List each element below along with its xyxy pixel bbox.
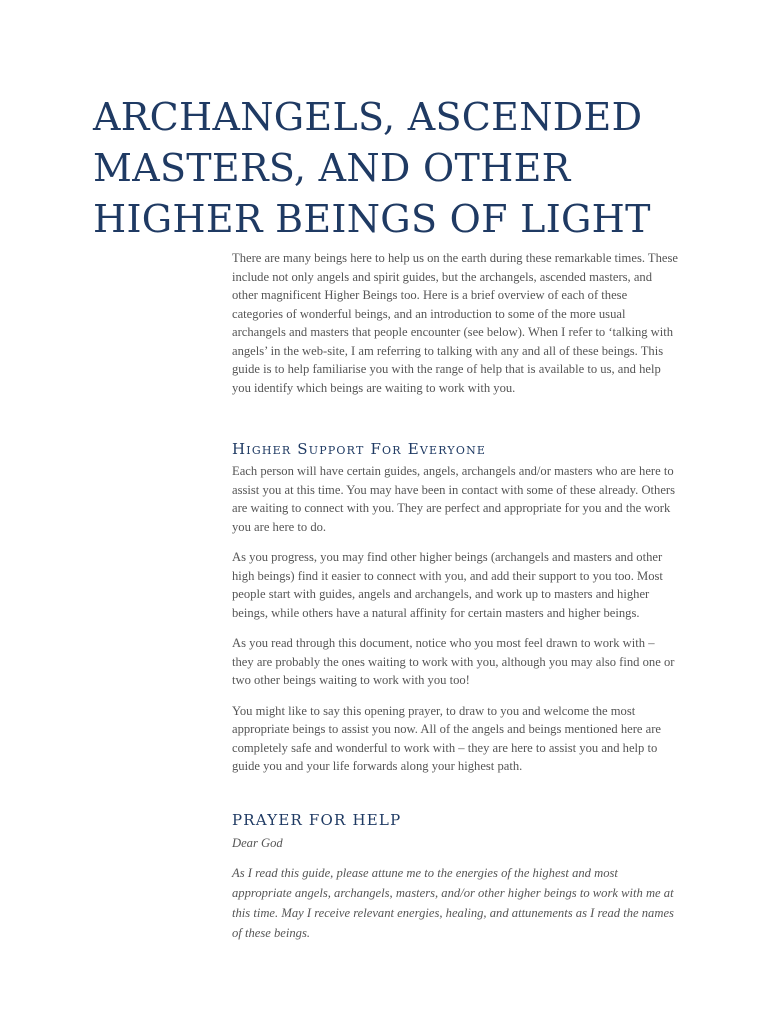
prayer-salutation: Dear God [232, 835, 283, 850]
support-paragraph-3: As you read through this document, notice who you most feel drawn to work with – they are probably the ones waiting to work with you, although you may also find one or two other beings waiting to work with you too! [232, 636, 675, 687]
intro-paragraph: There are many beings here to help us on the earth during these remarkable times. These include not only angels and spirit guides, but the archangels, ascended masters, and other magnificent Higher Beings too. Here is a brief overview of each of these categories of wonderful beings, and an introduction to some of the more usual archangels and masters that people encounter (see below). When I refer to ‘talking with angels’ in the web-site, I am referring to talking with any and all of these beings. This guide is to help familiarise you with the range of help that is available to us, and help you identify which beings are waiting to work with you. [232, 251, 678, 395]
prayer-text: As I read this guide, please attune me to the energies of the highest and most appropriate angels, archangels, masters, and/or other higher beings to work with me at this time. May I receive relevant energies, healing, and attunements as I read the names of these beings. [232, 865, 674, 940]
support-paragraph-2: As you progress, you may find other higher beings (archangels and masters and other high beings) find it easier to connect with you, and add their support to you too. Most people start with guides, angels and archangels, and work up to masters and higher beings, while others have a natural affinity for certain masters and higher beings. [232, 550, 663, 620]
title-line-3: HIGHER BEINGS OF LIGHT [93, 197, 651, 241]
document-title [93, 92, 713, 245]
support-paragraph-4: You might like to say this opening prayer, to draw to you and welcome the most appropriate beings to assist you now. All of the angels and beings mentioned here are completely safe and wonderful to work with – they are here to assist you and help to guide you and your life forwards along your highest path. [232, 703, 662, 773]
document-body [232, 249, 678, 955]
support-paragraph-1: Each person will have certain guides, angels, archangels and/or masters who are here to assist you at this time. You may have been in contact with some of these already. Others are waiting to connect with you. They are perfect and appropriate for you and the work you are here to do. [232, 464, 676, 534]
title-line-1: ARCHANGELS, ASCENDED [93, 95, 643, 139]
section-heading-prayer: PRAYER FOR HELP [232, 810, 402, 829]
section-heading-higher-support: Higher Support For Everyone [232, 440, 487, 458]
title-line-2: MASTERS, AND OTHER [93, 146, 571, 190]
